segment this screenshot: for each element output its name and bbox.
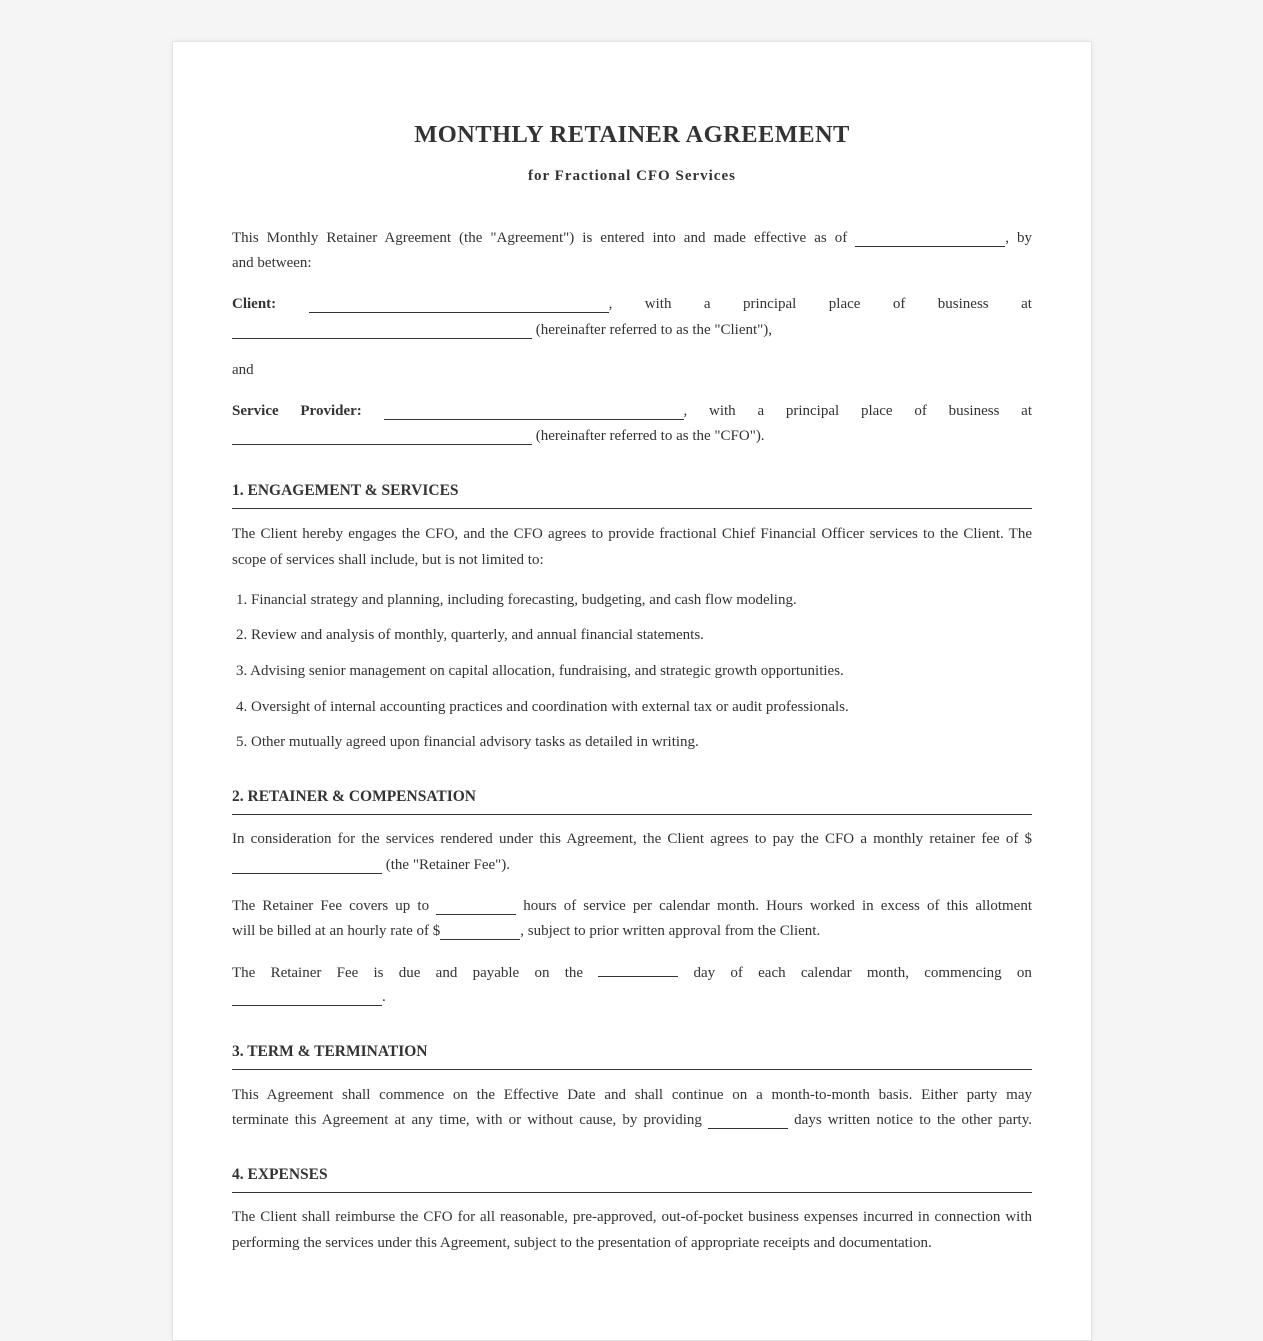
hours-line-1: The Retainer Fee covers up to hours of service per calendar month. Hours worked in excess of this allotment — [232, 898, 1032, 914]
commencement-date-blank[interactable] — [232, 989, 382, 1006]
section-3-heading: 3. TERM & TERMINATION — [232, 1043, 1032, 1070]
client-line-2: (hereinafter referred to as the "Client"), — [232, 318, 1032, 344]
list-item: 2. Review and analysis of monthly, quarterly, and annual financial statements. — [236, 627, 704, 643]
document-page — [172, 41, 1092, 1341]
hourly-rate-blank[interactable] — [440, 923, 520, 940]
section-2-heading: 2. RETAINER & COMPENSATION — [232, 788, 1032, 815]
document-title: MONTHLY RETAINER AGREEMENT — [414, 121, 850, 148]
client-line-1: Client: , with a principal place of business at — [232, 292, 1032, 318]
list-item: 5. Other mutually agreed upon financial advisory tasks as detailed in writing. — [236, 734, 699, 750]
section-1-body: The Client hereby engages the CFO, and the CFO agrees to provide fractional Chief Financial Officer services to the Client. The scope of services shall include, but is not limited to: — [232, 526, 1032, 568]
intro-line-1: This Monthly Retainer Agreement (the "Agreement") is entered into and made effective as of , by — [232, 230, 1033, 246]
section-1-heading: 1. ENGAGEMENT & SERVICES — [232, 482, 1032, 509]
client-label: Client: — [232, 296, 277, 312]
provider-line-1: Service Provider: , with a principal place of business at — [232, 399, 1032, 425]
effective-date-blank[interactable] — [855, 230, 1005, 247]
section-4-body: The Client shall reimburse the CFO for all reasonable, pre-approved, out-of-pocket business expenses incurred in connection with performing the services under this Agreement, subject to the presentation of appropriate receipts and documentation. — [232, 1209, 1032, 1251]
document-subtitle: for Fractional CFO Services — [528, 168, 736, 184]
due-line-2: . — [232, 985, 1032, 1011]
client-name-group: , — [309, 292, 613, 318]
retainer-fee-blank[interactable] — [232, 857, 382, 874]
provider-line-2: (hereinafter referred to as the "CFO"). — [232, 424, 1032, 450]
provider-name-group: , — [384, 399, 688, 425]
term-line-1: This Agreement shall commence on the Effective Date and shall continue on a month-to-month basis. Either party may — [232, 1087, 1032, 1103]
notice-days-blank[interactable] — [708, 1112, 788, 1129]
due-line-1: The Retainer Fee is due and payable on the day of each calendar month, commencing on — [232, 960, 1032, 987]
intro-line-2: and between: — [232, 255, 312, 271]
hours-line-2: will be billed at an hourly rate of $ , subject to prior written approval from the Client. — [232, 923, 821, 939]
list-item: 4. Oversight of internal accounting practices and coordination with external tax or audit professionals. — [236, 699, 849, 715]
hours-blank[interactable] — [436, 898, 516, 915]
client-name-blank[interactable] — [309, 296, 609, 313]
retainer-line-2: (the "Retainer Fee"). — [232, 853, 1032, 879]
list-item: 1. Financial strategy and planning, including forecasting, budgeting, and cash flow modeling. — [236, 592, 797, 608]
retainer-line-1: In consideration for the services rendered under this Agreement, the Client agrees to pay the CFO a monthly retainer fee of $ — [232, 831, 1032, 847]
list-item: 3. Advising senior management on capital allocation, fundraising, and strategic growth opportunities. — [236, 663, 844, 679]
term-line-2: terminate this Agreement at any time, with or without cause, by providing days written notice to the other party. — [232, 1112, 1033, 1128]
and-text: and — [232, 362, 254, 378]
provider-name-blank[interactable] — [384, 403, 684, 420]
client-address-blank[interactable] — [232, 322, 532, 339]
section-4-heading: 4. EXPENSES — [232, 1166, 1032, 1193]
provider-address-blank[interactable] — [232, 428, 532, 445]
due-day-blank[interactable] — [598, 960, 678, 977]
